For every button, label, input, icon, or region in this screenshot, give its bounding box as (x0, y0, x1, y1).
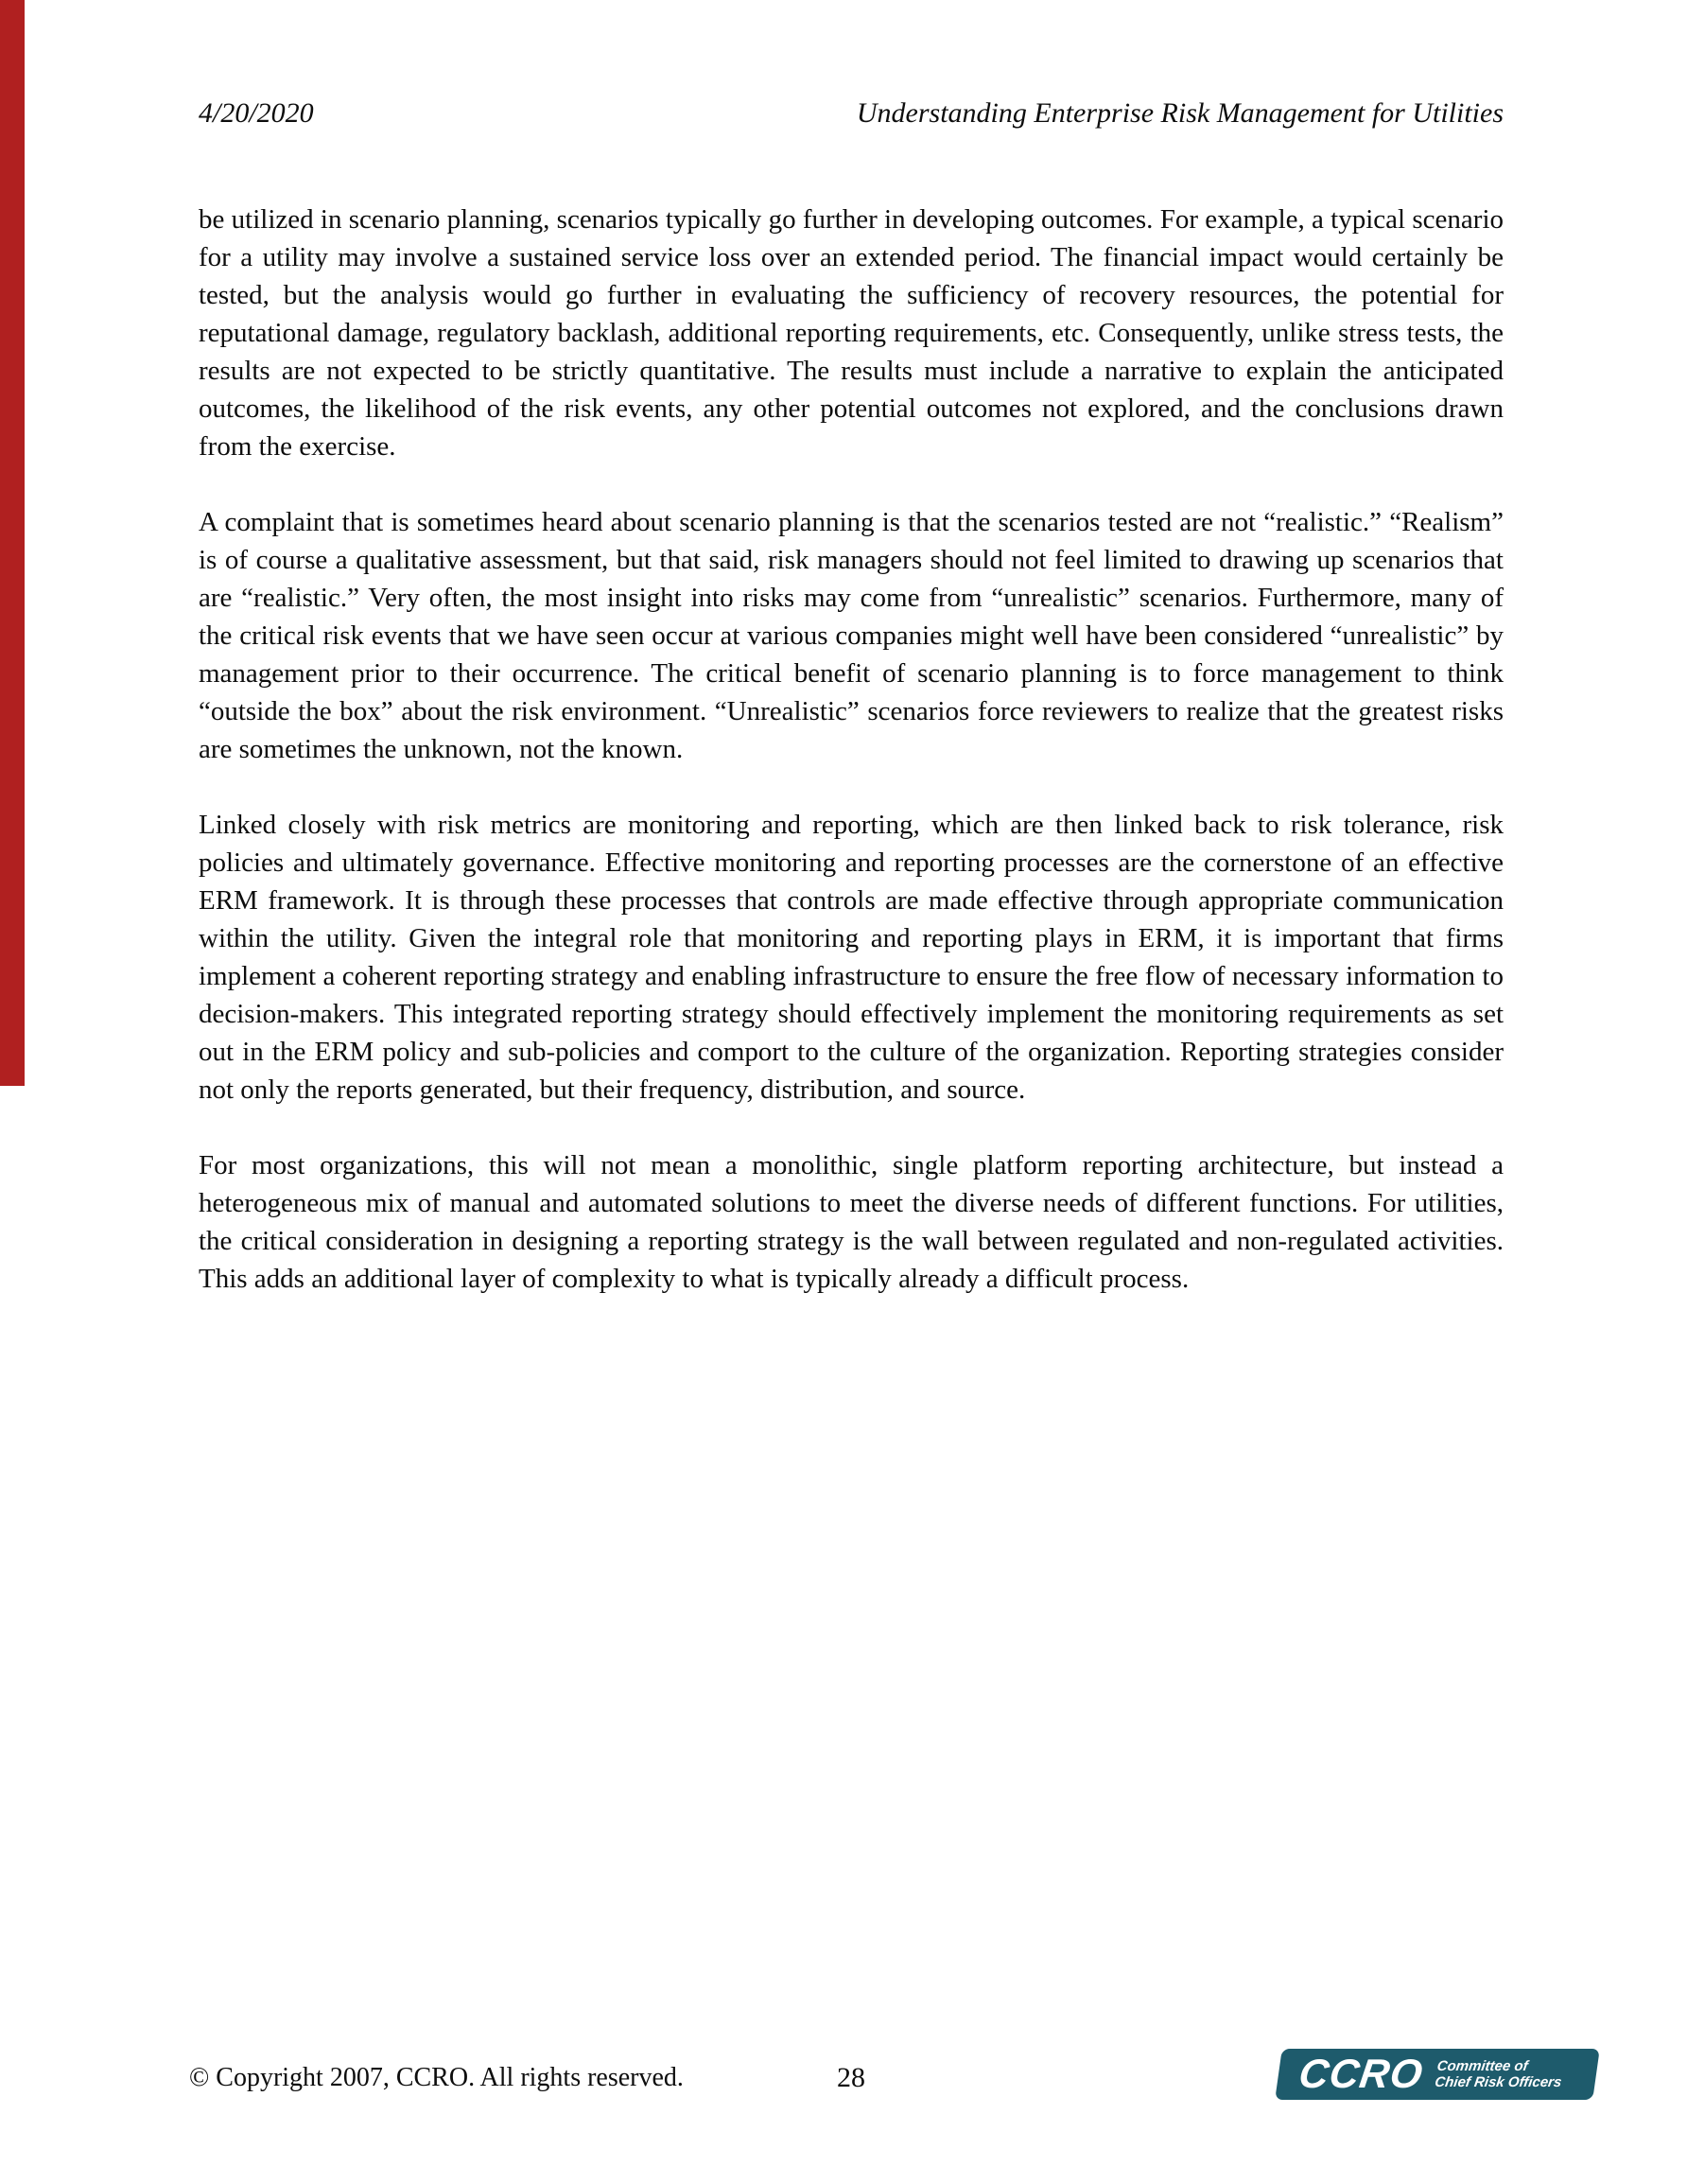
header-title: Understanding Enterprise Risk Management for Utilities (856, 97, 1504, 129)
body-paragraph: be utilized in scenario planning, scenarios typically go further in developing outcomes. For example, a typical scenario for a utility may involve a sustained service loss over an extended period. The financial impact would certainly be tested, but the analysis would go further in evaluating the sufficiency of recovery resources, the potential for reputational damage, regulatory backlash, additional reporting requirements, etc. Consequently, unlike stress tests, the results are not expected to be strictly quantitative. The results must include a narrative to explain the anticipated outcomes, the likelihood of the risk events, any other potential outcomes not explored, and the conclusions drawn from the exercise. (199, 204, 1504, 462)
body-text (199, 201, 1504, 1336)
body-paragraph: A complaint that is sometimes heard about scenario planning is that the scenarios tested are not “realistic.” “Realism” is of course a qualitative assessment, but that said, risk managers should not feel limited to drawing up scenarios that are “realistic.” Very often, the most insight into risks may come from “unrealistic” scenarios. Furthermore, many of the critical risk events that we have seen occur at various companies might well have been considered “unrealistic” by management prior to their occurrence. The critical benefit of scenario planning is to force management to think “outside the box” about the risk environment. “Unrealistic” scenarios force reviewers to realize that the greatest risks are sometimes the unknown, not the known. (199, 507, 1504, 764)
ccro-logo-tagline (1434, 2058, 1565, 2091)
ccro-tagline-line1: Committee of (1435, 2057, 1529, 2074)
body-paragraph: For most organizations, this will not mean a monolithic, single platform reporting architecture, but instead a heterogeneous mix of manual and automated solutions to meet the diverse needs of different functions. For utilities, the critical consideration in designing a reporting strategy is the wall between regulated and non-regulated activities. This adds an additional layer of complexity to what is typically already a difficult process. (199, 1150, 1504, 1294)
page-header (199, 95, 1504, 132)
ccro-tagline-line2: Chief Risk Officers (1434, 2074, 1563, 2090)
header-date: 4/20/2020 (199, 97, 314, 129)
page-number: 28 (837, 2062, 865, 2093)
left-margin-bar (0, 0, 25, 1086)
ccro-logo (1275, 2049, 1600, 2100)
ccro-logo-acronym: CCRO (1296, 2051, 1427, 2097)
footer-copyright: © Copyright 2007, CCRO. All rights reserved. (189, 2063, 684, 2092)
body-paragraph: Linked closely with risk metrics are monitoring and reporting, which are then linked back to risk tolerance, risk policies and ultimately governance. Effective monitoring and reporting processes are the cornerstone of an effective ERM framework. It is through these processes that controls are made effective through appropriate communication within the utility. Given the integral role that monitoring and reporting plays in ERM, it is important that firms implement a coherent reporting strategy and enabling infrastructure to ensure the free flow of necessary information to decision-makers. This integrated reporting strategy should effectively implement the monitoring requirements as set out in the ERM policy and sub-policies and comport to the culture of the organization. Reporting strategies consider not only the reports generated, but their frequency, distribution, and source. (199, 810, 1504, 1105)
